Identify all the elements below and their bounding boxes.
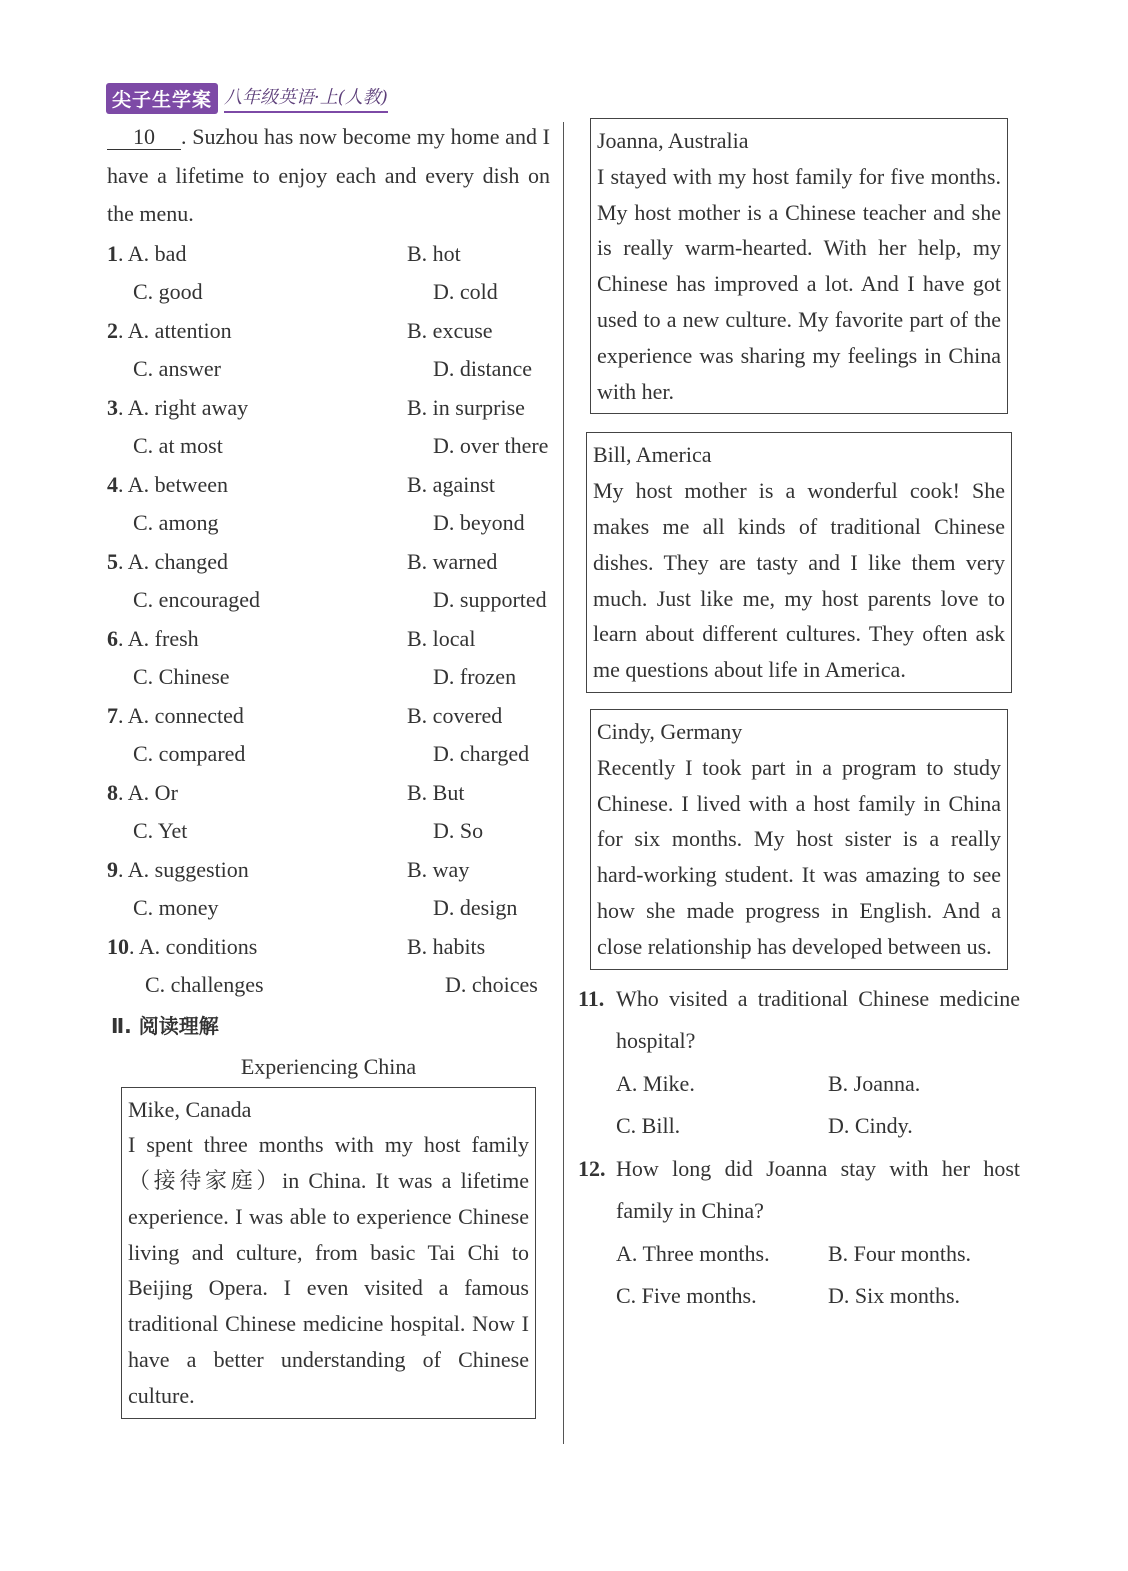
- option-c: C. Chinese: [133, 664, 230, 689]
- option-c: C. money: [133, 895, 219, 920]
- cloze-question-row: 2. A. attention B. excuse: [107, 312, 550, 351]
- column-divider: [563, 122, 564, 1444]
- cloze-question-row: [107, 504, 550, 543]
- section-title: Ⅱ. 阅读理解: [111, 1013, 219, 1038]
- blank-10: 10: [107, 125, 181, 150]
- option-a: A. Mike.: [616, 1070, 695, 1096]
- option-a: A. bad: [127, 240, 187, 266]
- testimonial-box-cindy: [590, 709, 1008, 970]
- option-b: B. way: [407, 856, 470, 882]
- option-c: C. compared: [133, 741, 246, 766]
- cloze-question-row: [107, 735, 550, 774]
- cloze-question-row: [107, 427, 550, 466]
- option-d: D. frozen: [433, 664, 517, 689]
- cloze-question-list: [107, 235, 550, 1005]
- option-b: B. hot: [407, 240, 461, 266]
- cloze-question-row: 8. A. Or B. But: [107, 774, 550, 813]
- option-a: A. connected: [127, 702, 244, 728]
- testimonial-name: Bill, America: [593, 442, 712, 468]
- option-d: D. cold: [433, 279, 498, 304]
- testimonial-name: Joanna, Australia: [597, 128, 749, 153]
- option-d: D. supported: [433, 587, 547, 612]
- option-d: D. choices: [445, 972, 538, 997]
- cloze-question-row: 1. A. bad B. hot: [107, 235, 550, 274]
- cloze-question-row: [107, 350, 550, 389]
- cloze-question-row: [107, 658, 550, 697]
- question-number: 9: [107, 856, 118, 882]
- cloze-question-row: 4. A. between B. against: [107, 466, 550, 505]
- question-number: 3: [107, 394, 118, 420]
- question-number: 1: [107, 240, 118, 266]
- testimonial-name: Mike, Canada: [128, 1096, 252, 1122]
- cloze-question-row: 3. A. right away B. in surprise: [107, 389, 550, 428]
- cloze-question-row: [107, 889, 550, 928]
- option-a: A. conditions: [138, 933, 258, 959]
- testimonial-text: I spent three months with my host family（接待家庭）in China. It was a lifetime experience. I was able to experience Chinese living and culture, from basic Tai Chi to Beijing Opera. I even visited a famous traditional Chinese medicine hospital. Now I have a better understanding of Chinese culture.: [128, 1132, 529, 1408]
- reading-question-11: [578, 978, 1020, 1148]
- option-b: B. But: [407, 779, 465, 805]
- option-c: C. answer: [133, 356, 221, 381]
- cloze-question-row: 5. A. changed B. warned: [107, 543, 550, 582]
- testimonial-box-joanna: [590, 118, 1008, 414]
- cloze-question-row: 10. A. conditions B. habits: [107, 928, 550, 967]
- page-header: [106, 83, 388, 113]
- question-number: 11.: [578, 985, 605, 1011]
- book-logo: 尖子生学案: [106, 83, 218, 114]
- option-c: C. at most: [133, 433, 223, 458]
- option-d: D. beyond: [433, 510, 525, 535]
- question-number: 5: [107, 548, 118, 574]
- option-a: A. changed: [127, 548, 228, 574]
- option-d: D. distance: [433, 356, 532, 381]
- question-number: 12.: [578, 1155, 606, 1181]
- question-number: 2: [107, 317, 118, 343]
- cloze-question-row: [107, 966, 550, 1005]
- book-subtitle: 八年级英语·上(人教): [224, 83, 388, 113]
- cloze-question-row: 9. A. suggestion B. way: [107, 851, 550, 890]
- cloze-question-row: [107, 812, 550, 851]
- option-c: C. challenges: [145, 972, 264, 997]
- question-number: 4: [107, 471, 118, 497]
- option-a: A. right away: [127, 394, 249, 420]
- option-b: B. excuse: [407, 317, 493, 343]
- option-c: C. good: [133, 279, 203, 304]
- cloze-question-row: [107, 273, 550, 312]
- option-d: D. So: [433, 818, 484, 843]
- option-b: B. against: [407, 471, 495, 497]
- question-stem: How long did Joanna stay with her host family in China?: [616, 1155, 1020, 1224]
- testimonial-name: Cindy, Germany: [597, 718, 743, 744]
- option-a: A. Three months.: [616, 1240, 770, 1266]
- right-column: [578, 118, 1020, 1318]
- option-d: D. design: [433, 895, 518, 920]
- question-stem: Who visited a traditional Chinese medicine hospital?: [616, 985, 1020, 1054]
- testimonial-box-mike: [121, 1087, 536, 1419]
- option-c: C. among: [133, 510, 219, 535]
- option-a: A. fresh: [127, 625, 199, 651]
- question-number: 8: [107, 779, 118, 805]
- continuation-text: . Suzhou has now become my home and I have a lifetime to enjoy each and every dish on the menu.: [107, 124, 550, 226]
- testimonial-text: I stayed with my host family for five months. My host mother is a Chinese teacher and she is really warm-hearted. With her help, my Chinese has improved a lot. And I have got used to a new culture. My favorite part of the experience was sharing my feelings in China with her.: [597, 163, 1001, 404]
- option-c: C. Bill.: [616, 1113, 681, 1139]
- testimonial-text: Recently I took part in a program to study Chinese. I lived with a host family in China for six months. My host sister is a really hard-working student. It was amazing to see how she made progress in English. And a close relationship has developed between us.: [597, 754, 1001, 959]
- option-c: C. encouraged: [133, 587, 261, 612]
- option-d: D. over there: [433, 433, 549, 458]
- option-d: D. charged: [433, 741, 530, 766]
- question-number: 7: [107, 702, 118, 728]
- option-b: B. in surprise: [407, 394, 525, 420]
- option-b: B. warned: [407, 548, 498, 574]
- question-number: 6: [107, 625, 118, 651]
- cloze-question-row: 7. A. connected B. covered: [107, 697, 550, 736]
- option-b: B. local: [407, 625, 476, 651]
- option-d: D. Six months.: [828, 1283, 961, 1309]
- passage-title: Experiencing China: [240, 1053, 417, 1079]
- cloze-question-row: [107, 581, 550, 620]
- cloze-question-row: 6. A. fresh B. local: [107, 620, 550, 659]
- left-column: [107, 118, 550, 1419]
- cloze-continuation: [107, 118, 550, 234]
- option-a: A. between: [127, 471, 228, 497]
- option-c: C. Five months.: [616, 1283, 757, 1309]
- testimonial-text: My host mother is a wonderful cook! She makes me all kinds of traditional Chinese dishes. They are tasty and I like them very much. Just like me, my host parents love to learn about different cultures. They often ask me questions about life in America.: [593, 478, 1005, 683]
- option-b: B. covered: [407, 702, 503, 728]
- option-a: A. Or: [127, 779, 178, 805]
- question-number: 10: [107, 933, 129, 959]
- reading-question-12: [578, 1148, 1020, 1318]
- option-a: A. attention: [127, 317, 232, 343]
- option-b: B. Joanna.: [828, 1070, 921, 1096]
- option-d: D. Cindy.: [828, 1113, 913, 1139]
- option-b: B. Four months.: [828, 1240, 972, 1266]
- testimonial-box-bill: [586, 432, 1012, 693]
- option-b: B. habits: [407, 933, 486, 959]
- option-a: A. suggestion: [127, 856, 249, 882]
- option-c: C. Yet: [133, 818, 188, 843]
